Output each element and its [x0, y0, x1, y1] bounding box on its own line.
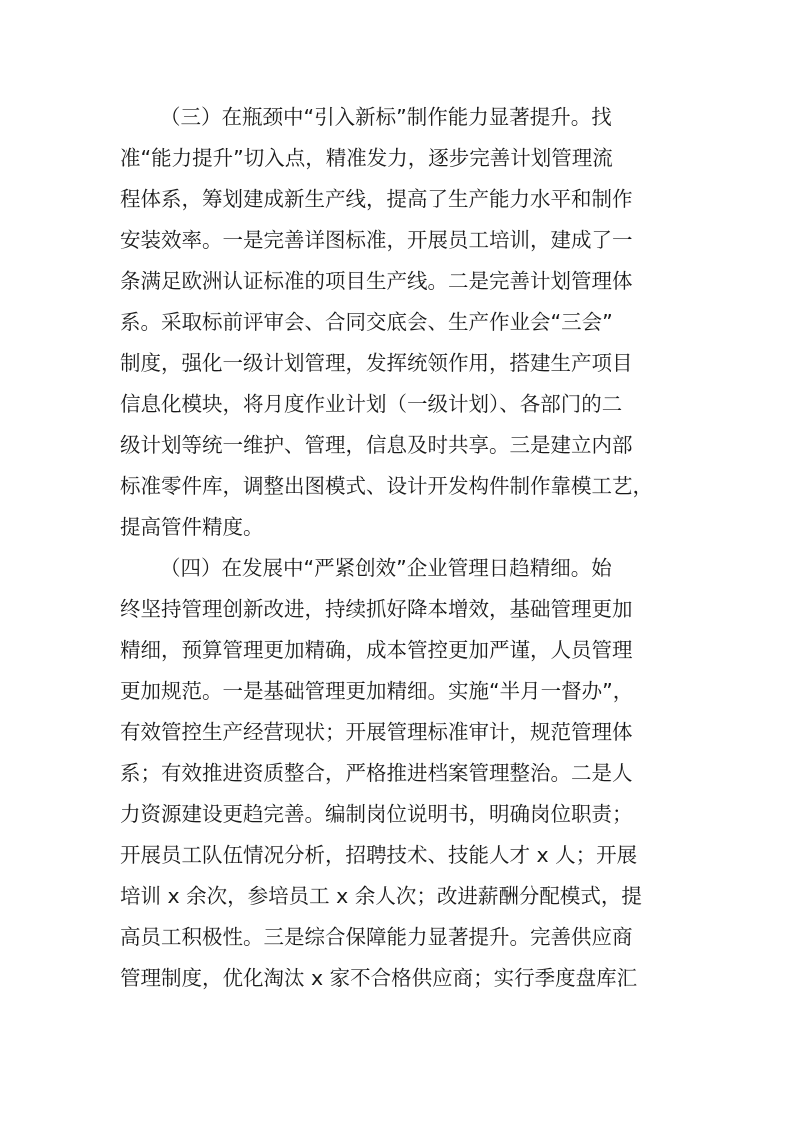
paragraph-4-line-4: 更加规范。一是基础管理更加精细。实施“半月一督办”， — [120, 679, 634, 703]
paragraph-3-line-3: 程体系，筹划建成新生产线，提高了生产能力水平和制作 — [120, 187, 633, 211]
paragraph-4-line-11: 管理制度，优化淘汰 x 家不合格供应商；实行季度盘库汇 — [120, 966, 638, 990]
paragraph-4-line-7: 力资源建设更趋完善。编制岗位说明书，明确岗位职责； — [120, 802, 633, 826]
paragraph-4-line-8: 开展员工队伍情况分析，招聘技术、技能人才 x 人；开展 — [120, 843, 638, 867]
paragraph-4-line-2: 终坚持管理创新改进，持续抓好降本增效，基础管理更加 — [120, 597, 633, 621]
paragraph-4-line-10: 高员工积极性。三是综合保障能力显著提升。完善供应商 — [120, 925, 633, 949]
paragraph-3-line-5: 条满足欧洲认证标准的项目生产线。二是完善计划管理体 — [120, 269, 633, 293]
paragraph-4-line-9: 培训 x 余次，参培员工 x 余人次；改进薪酬分配模式，提 — [120, 884, 642, 908]
paragraph-3-line-8: 信息化模块，将月度作业计划（一级计划）、各部门的二 — [120, 392, 623, 416]
paragraph-3-line-11: 提高管件精度。 — [120, 515, 264, 539]
paragraph-3-line-7: 制度，强化一级计划管理，发挥统领作用，搭建生产项目 — [120, 351, 633, 375]
paragraph-3-line-2: 准“能力提升”切入点，精准发力，逐步完善计划管理流 — [120, 146, 613, 170]
paragraph-3-line-1: （三）在瓶颈中“引入新标”制作能力显著提升。找 — [160, 105, 612, 129]
paragraph-3-line-6: 系。采取标前评审会、合同交底会、生产作业会“三会” — [120, 310, 613, 334]
paragraph-4-line-3: 精细，预算管理更加精确，成本管控更加严谨，人员管理 — [120, 638, 633, 662]
paragraph-4-line-5: 有效管控生产经营现状；开展管理标准审计，规范管理体 — [120, 720, 633, 744]
paragraph-4-line-1: （四）在发展中“严紧创效”企业管理日趋精细。始 — [160, 556, 612, 580]
paragraph-4-line-6: 系；有效推进资质整合，严格推进档案管理整治。二是人 — [120, 761, 633, 785]
paragraph-3-line-9: 级计划等统一维护、管理，信息及时共享。三是建立内部 — [120, 433, 633, 457]
paragraph-3-line-4: 安装效率。一是完善详图标准，开展员工培训，建成了一 — [120, 228, 633, 252]
paragraph-3-line-10: 标准零件库，调整出图模式、设计开发构件制作靠模工艺， — [120, 474, 653, 498]
